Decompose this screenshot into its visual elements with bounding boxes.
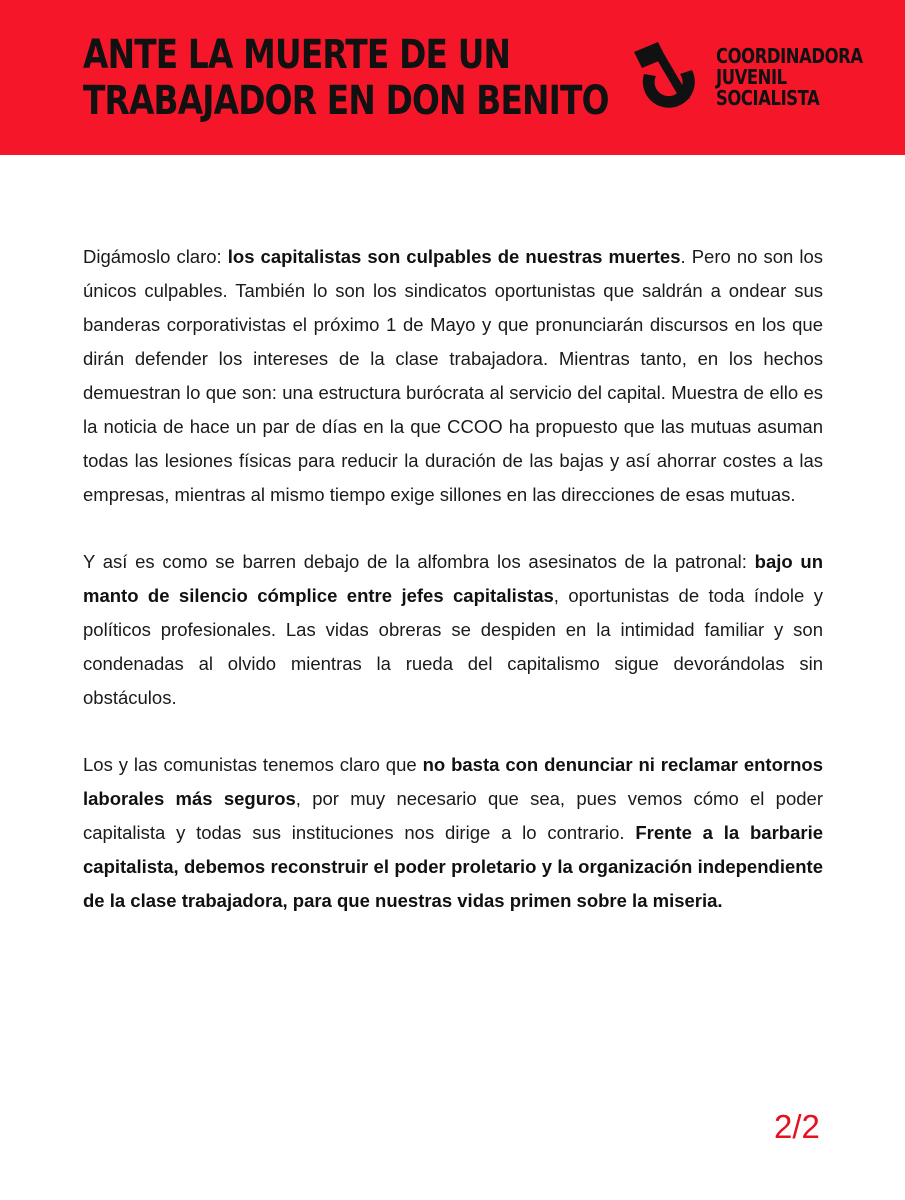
paragraph-3-bold-1: no basta con denunciar ni reclamar entornos laborales más seguros [83,754,823,809]
page-number: 2/2 [774,1108,820,1145]
org-name-line-1: COORDINADORA [716,44,863,68]
paragraph-1-bold-1: los capitalistas son culpables de nuestras muertes [227,246,681,267]
title-line-2: TRABAJADOR EN DON BENITO [83,78,609,124]
title-line-1: ANTE LA MUERTE DE UN [83,32,511,78]
org-name-line-2: JUVENIL [716,65,787,89]
statement-body [83,240,823,951]
org-name-line-3: SOCIALISTA [716,86,820,110]
paragraph-2 [83,545,823,715]
paragraph-1 [83,240,823,512]
paragraph-3-bold-2: Frente a la barbarie capitalista, debemos reconstruir el poder proletario y la organización independiente de la clase trabajadora, para que nuestras vidas primen sobre la miseria. [83,822,823,911]
page-title [83,32,609,124]
paragraph-3-text-1: Los y las comunistas tenemos claro que [83,754,423,775]
paragraph-2-text-1: Y así es como se barren debajo de la alfombra los asesinatos de la patronal: [83,551,755,572]
paragraph-2-text-2: , oportunistas de toda índole y políticos profesionales. Las vidas obreras se despiden en la intimidad familiar y son condenadas al olvido mientras la rueda del capitalismo sigue devorándolas sin obstáculos. [83,585,823,708]
paragraph-2-bold-1: bajo un manto de silencio cómplice entre jefes capitalistas [83,551,823,606]
organization-name [716,46,863,109]
paragraph-3 [83,748,823,918]
organization-logo [630,40,880,120]
header-banner [0,0,905,155]
paragraph-1-text-1: Digámoslo claro: [83,246,228,267]
hammer-sickle-logo-icon [630,40,708,118]
paragraph-1-text-2: . Pero no son los únicos culpables. También lo son los sindicatos oportunistas que saldrán a ondear sus banderas corporativistas el próximo 1 de Mayo y que pronunciarán discursos en los que dirán defender los intereses de la clase trabajadora. Mientras tanto, en los hechos demuestran lo que son: una estructura burócrata al servicio del capital. Muestra de ello es la noticia de hace un par de días en la que CCOO ha propuesto que las mutuas asuman todas las lesiones físicas para reducir la duración de las bajas y así ahorrar costes a las empresas, mientras al mismo tiempo exige sillones en las direcciones de esas mutuas. [83,246,823,505]
paragraph-3-text-2: , por muy necesario que sea, pues vemos cómo el poder capitalista y todas sus instituciones nos dirige a lo contrario. [83,788,823,843]
